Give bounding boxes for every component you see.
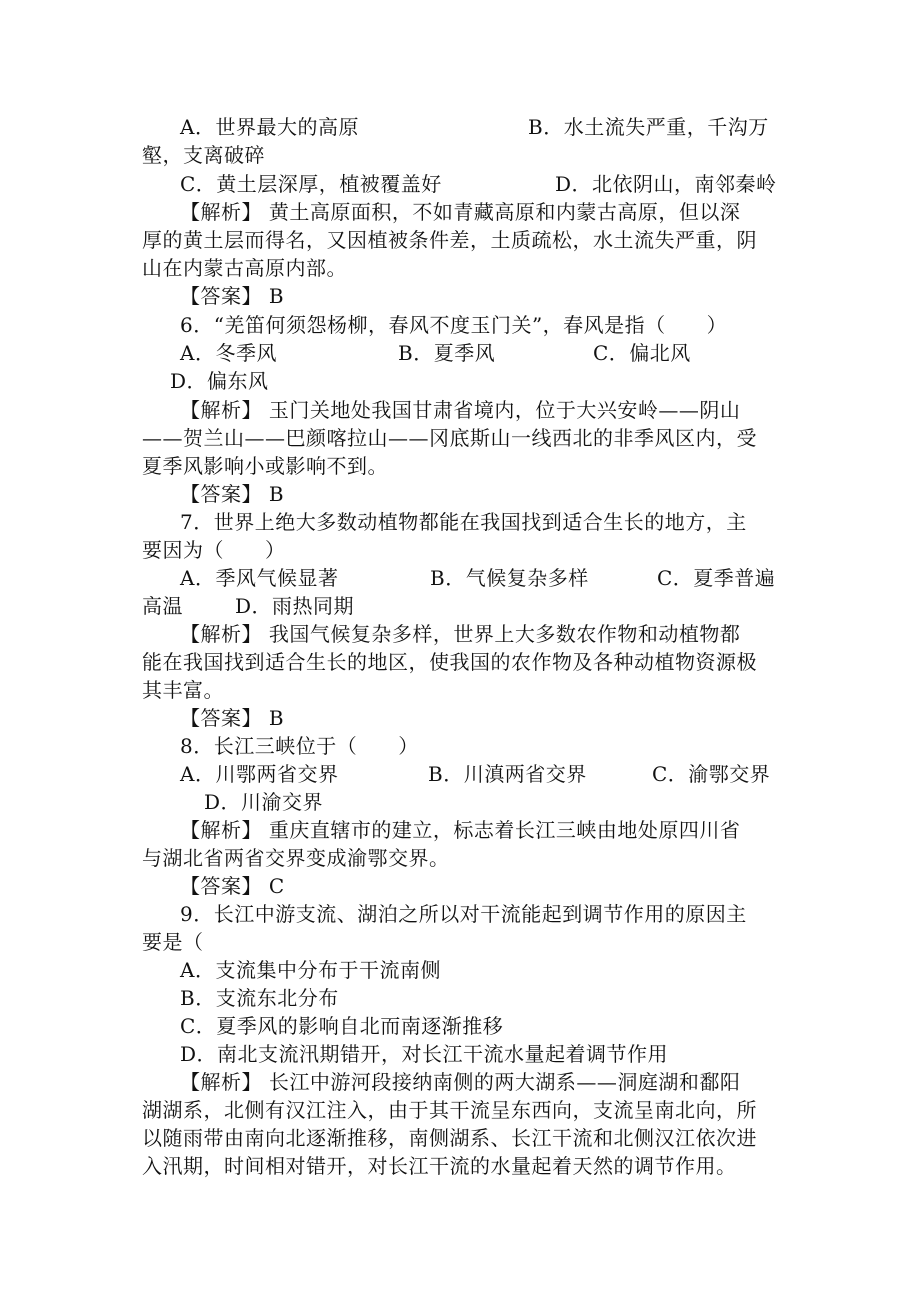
explanation-8-line-1: 【解析】 重庆直辖市的建立，标志着长江三峡由地处原四川省 bbox=[180, 818, 741, 842]
explanation-7-line-3: 其丰富。 bbox=[142, 678, 224, 702]
question-9-line-2: 要是（ bbox=[142, 930, 204, 954]
option-b-line: B．水土流失严重，千沟万 bbox=[528, 115, 769, 139]
explanation-9-line-2: 湖湖系，北侧有汉江注入，由于其干流呈东西向，支流呈南北向，所 bbox=[142, 1098, 757, 1122]
explanation-9-line-3: 以随雨带由南向北逐渐推移，南侧湖系、长江干流和北侧汉江依次进 bbox=[142, 1126, 757, 1150]
q8-option-a: A．川鄂两省交界 bbox=[180, 762, 339, 786]
option-c-line: C．黄土层深厚，植被覆盖好 bbox=[180, 172, 442, 196]
q6-option-c: C．偏北风 bbox=[593, 341, 691, 365]
q8-option-c: C．渝鄂交界 bbox=[652, 762, 771, 786]
explanation-7-line-2: 能在我国找到适合生长的地区，使我国的农作物及各种动植物资源极 bbox=[142, 650, 757, 674]
q9-option-a: A．支流集中分布于干流南侧 bbox=[180, 958, 441, 982]
q7-option-c: C．夏季普遍 bbox=[657, 566, 776, 590]
q6-option-d: D．偏东风 bbox=[170, 369, 269, 393]
answer-6: 【答案】 B bbox=[180, 482, 285, 506]
q6-option-a: A．冬季风 bbox=[180, 341, 277, 365]
question-9-line-1: 9．长江中游支流、湖泊之所以对干流能起到调节作用的原因主 bbox=[180, 902, 747, 926]
q9-option-d: D．南北支流汛期错开，对长江干流水量起着调节作用 bbox=[180, 1042, 669, 1066]
option-d-line: D．北依阴山，南邻秦岭 bbox=[555, 172, 777, 196]
explanation-6-line-3: 夏季风影响小或影响不到。 bbox=[142, 454, 388, 478]
answer-8: 【答案】 C bbox=[180, 874, 285, 898]
explanation-5-line-1: 【解析】 黄土高原面积，不如青藏高原和内蒙古高原，但以深 bbox=[180, 200, 741, 224]
explanation-6-line-1: 【解析】 玉门关地处我国甘肃省境内，位于大兴安岭——阴山 bbox=[180, 398, 741, 422]
option-b-continuation: 壑，支离破碎 bbox=[142, 143, 265, 167]
answer-7: 【答案】 B bbox=[180, 706, 285, 730]
question-8: 8．长江三峡位于（ ） bbox=[180, 734, 419, 758]
option-a-line: A．世界最大的高原 bbox=[180, 115, 359, 139]
q6-option-b: B．夏季风 bbox=[398, 341, 496, 365]
explanation-7-line-1: 【解析】 我国气候复杂多样，世界上大多数农作物和动植物都 bbox=[180, 622, 741, 646]
answer-5: 【答案】 B bbox=[180, 284, 285, 308]
question-6: 6．“羌笛何须怨杨柳，春风不度玉门关”，春风是指（ ） bbox=[180, 313, 728, 337]
explanation-9-line-4: 入汛期，时间相对错开，对长江干流的水量起着天然的调节作用。 bbox=[142, 1154, 737, 1178]
q7-option-b: B．气候复杂多样 bbox=[430, 566, 589, 590]
q8-option-b: B．川滇两省交界 bbox=[428, 762, 587, 786]
q7-option-a: A．季风气候显著 bbox=[180, 566, 339, 590]
q9-option-b: B．支流东北分布 bbox=[180, 986, 339, 1010]
explanation-8-line-2: 与湖北省两省交界变成渝鄂交界。 bbox=[142, 846, 450, 870]
q7-option-d: D．雨热同期 bbox=[235, 594, 355, 618]
q9-option-c: C．夏季风的影响自北而南逐渐推移 bbox=[180, 1014, 504, 1038]
q7-option-c-continuation: 高温 bbox=[142, 594, 183, 618]
question-7-line-2: 要因为（ ） bbox=[142, 538, 286, 562]
q8-option-d: D．川渝交界 bbox=[204, 790, 324, 814]
question-7-line-1: 7．世界上绝大多数动植物都能在我国找到适合生长的地方，主 bbox=[180, 510, 747, 534]
explanation-5-line-3: 山在内蒙古高原内部。 bbox=[142, 256, 347, 280]
explanation-6-line-2: ——贺兰山——巴颜喀拉山——冈底斯山一线西北的非季风区内，受 bbox=[142, 426, 757, 450]
explanation-9-line-1: 【解析】 长江中游河段接纳南侧的两大湖系——洞庭湖和鄱阳 bbox=[180, 1070, 741, 1094]
explanation-5-line-2: 厚的黄土层而得名，又因植被条件差，土质疏松，水土流失严重，阴 bbox=[142, 228, 757, 252]
